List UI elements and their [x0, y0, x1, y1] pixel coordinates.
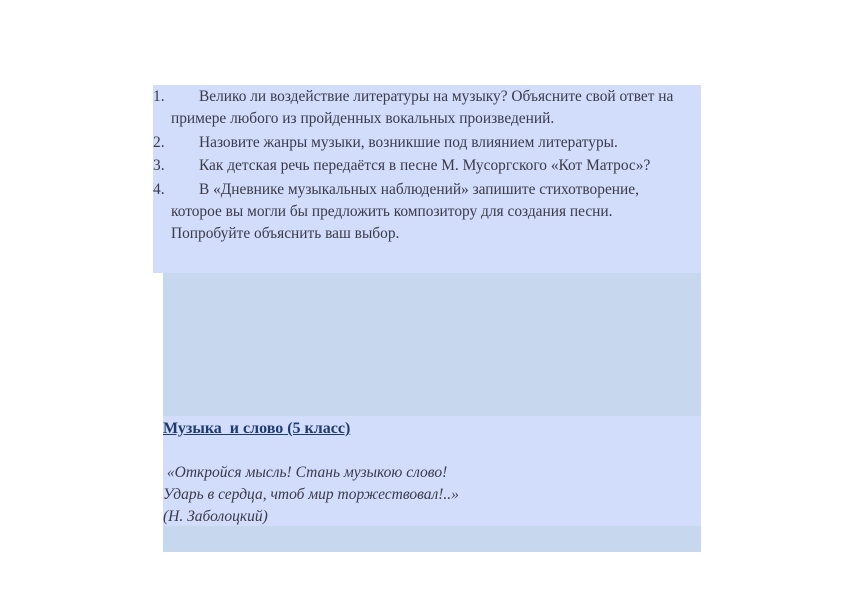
- blank-panel: [163, 273, 701, 416]
- question-number: 4.: [153, 180, 165, 198]
- question-item: [153, 179, 701, 245]
- bottom-strip: [163, 526, 701, 552]
- question-text: В «Дневнике музыкальных наблюдений» запишите стихотворение, которое вы могли бы предложить композитору для создания песни. Попробуйте объяснить ваш выбор.: [171, 180, 639, 242]
- page-title: Музыка и слово (5 класс): [163, 420, 351, 437]
- question-number: 1.: [153, 88, 165, 105]
- question-text: Велико ли воздействие литературы на музыку? Объясните свой ответ на примере любого из пройденных вокальных произведений.: [171, 88, 674, 127]
- question-number: 2.: [153, 133, 165, 151]
- question-text: Назовите жанры музыки, возникшие под влиянием литературы.: [199, 133, 618, 151]
- epigraph: [163, 462, 459, 528]
- question-number: 3.: [153, 157, 165, 174]
- question-text: Как детская речь передаётся в песне М. Мусоргского «Кот Матрос»?: [199, 157, 651, 174]
- question-item: [153, 155, 701, 177]
- questions-list: [153, 86, 701, 246]
- epigraph-line: «Откройся мысль! Стань музыкою слово!: [163, 464, 448, 481]
- epigraph-author: (Н. Заболоцкий): [163, 508, 268, 525]
- question-item: [153, 132, 701, 154]
- epigraph-line: Ударь в сердца, чтоб мир торжествовал!..»: [163, 486, 459, 503]
- question-item: [153, 86, 701, 130]
